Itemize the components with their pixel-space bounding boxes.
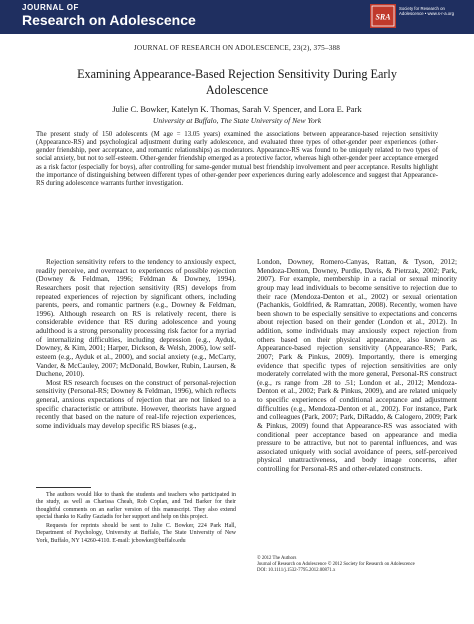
author-list: Julie C. Bowker, Katelyn K. Thomas, Sarah V. Spencer, and Lora E. Park	[112, 104, 362, 114]
copyright-line: Journal of Research on Adolescence © 2012 Society for Research on Adolescence	[257, 562, 415, 567]
body-paragraph: Rejection sensitivity refers to the tendency to anxiously expect, readily perceive, and overreact to experiences of possible rejection (Downey & Feldman, 1996; Feldman & Downey, 1994). Researchers posit that rejection sensitivity (RS) develops from repeated experiences of rejection by significant others, including parents, peers, and romantic partners (e.g., Downey & Feldman, 1996). Although research on RS is relatively recent, there is considerable evidence that RS during adolescence and young adulthood is a strong personality processing risk factor for a myriad of internalizing difficulties, including depression (e.g., Ayduk, Downey, & Kim, 2001; Harper, Dickson, & Welsh, 2006), low self-esteem (e.g., Ayduk et al., 2000), and social anxiety (e.g., McCarty, Vander, & McCauley, 2007; McDonald, Bowker, Rubin, Laursen, & Duchene, 2010).	[36, 257, 236, 379]
society-logo-icon	[370, 4, 396, 28]
body-column-right	[257, 258, 457, 474]
footnote-acknowledgment: The authors would like to thank the students and teachers who participated in the study, as well as Charissa Cheah, Rob Coplan, and Ted Barker for their thoughtful comments on an earlier version of this manuscript. They also extend special thanks to Kathy Gaziadis for her support and help on this project.	[36, 492, 236, 521]
copyright-block	[257, 556, 462, 574]
running-head: JOURNAL OF RESEARCH ON ADOLESCENCE, 23(2), 375–388	[133, 44, 341, 52]
article-title: Examining Appearance-Based Rejection Sensitivity During Early Adolescence	[77, 67, 397, 97]
footnotes	[36, 492, 236, 546]
journal-name-line2: Research on Adolescence	[22, 12, 196, 28]
body-paragraph: Most RS research focuses on the construct of personal-rejection sensitivity (Personal-RS; Downey & Feldman, 1996), which reflects general, anxious expectations of rejection that are not linked to a specific characteristic or attribute. However, theorists have argued recently that based on the nature of real-life rejection experiences, some individuals may develop specific RS biases (e.g.,	[36, 377, 236, 430]
footnote-rule	[36, 487, 91, 488]
abstract-text: The present study of 150 adolescents (M age = 13.05 years) examined the associations between appearance-based rejection sensitivity (Appearance-RS) and psychological adjustment during early adolescence, and evaluated three types of other-gender peer experiences (other-gender friendship, peer acceptance, and romantic relationships) as moderators. Appearance-RS was found to be uniquely related to two types of social anxiety, but not to self-esteem. Other-gender friendship emerged as a protective factor, whereas high other-gender peer acceptance emerged as a risk factor (especially for boys), after controlling for same-gender mutual best friendship involvement and peer acceptance. Results highlight the importance of distinguishing between different types of other-gender peer experiences during early adolescence and suggest that Appearance-RS during adolescence warrants further investigation.	[36, 131, 438, 187]
body-column-left	[36, 258, 236, 431]
svg-text:SRA: SRA	[375, 12, 391, 22]
society-name: Society for Research on Adolescence • www.s-r-a.org	[399, 6, 454, 17]
body-paragraph: London, Downey, Romero-Canyas, Rattan, & Tyson, 2012; Mendoza-Denton, Downey, Purdie, Davis, & Pietrzak, 2002; Park, 2007). For example, membership in a racial or sexual minority group may lead individuals to become sensitive to rejection due to their race (Mendoza-Denton et al., 2002) or sexual orientation (Pachankis, Goldfried, & Ramrattan, 2008). Recently, women have been shown to be especially sensitive to expectations and concerns about rejection based on their gender (London et al., 2012). In addition, some individuals may anxiously expect rejection from others based on their physical appearance, also known as Appearance-based rejection sensitivity (Appearance-RS; Park, 2007; Park & Pinkus, 2009). Importantly, there is emerging evidence that specific types of rejection sensitivities are only moderately correlated with the more general, Personal-RS construct (e.g., rs range from .28 to .51; London et al., 2012; Mendoza-Denton et al., 2002; Park & Pinkus, 2009), and are related uniquely to specific experiences of conditional acceptance and adjustment difficulties (e.g., Mendoza-Denton et al., 2002). For instance, Park and colleagues (Park, 2007; Park, DiRaddo, & Calogero, 2009; Park & Pinkus, 2009) found that Appearance-RS was associated with conditional peer acceptance based on appearance and media pressure to be attractive, but not to parental influences, and was associated uniquely with social avoidance of peers, self-perceived physical unattractiveness, and body image concerns, after controlling for Personal-RS and other-related constructs.	[257, 257, 457, 473]
doi-line: DOI: 10.1111/j.1532-7795.2012.00871.x	[257, 568, 336, 573]
journal-banner	[0, 0, 474, 34]
abstract	[36, 131, 438, 188]
author-affiliation: University at Buffalo, The State University of New York	[152, 116, 322, 125]
copyright-line: © 2012 The Authors	[257, 556, 297, 561]
journal-name-line1: JOURNAL OF	[22, 3, 79, 12]
footnote-correspondence: Requests for reprints should be sent to Julie C. Bowker, 224 Park Hall, Department of Psychology, University at Buffalo, The State University of New York, Buffalo, NY 14260-4110. E-mail: jcbowker@buffalo.edu	[36, 522, 236, 544]
